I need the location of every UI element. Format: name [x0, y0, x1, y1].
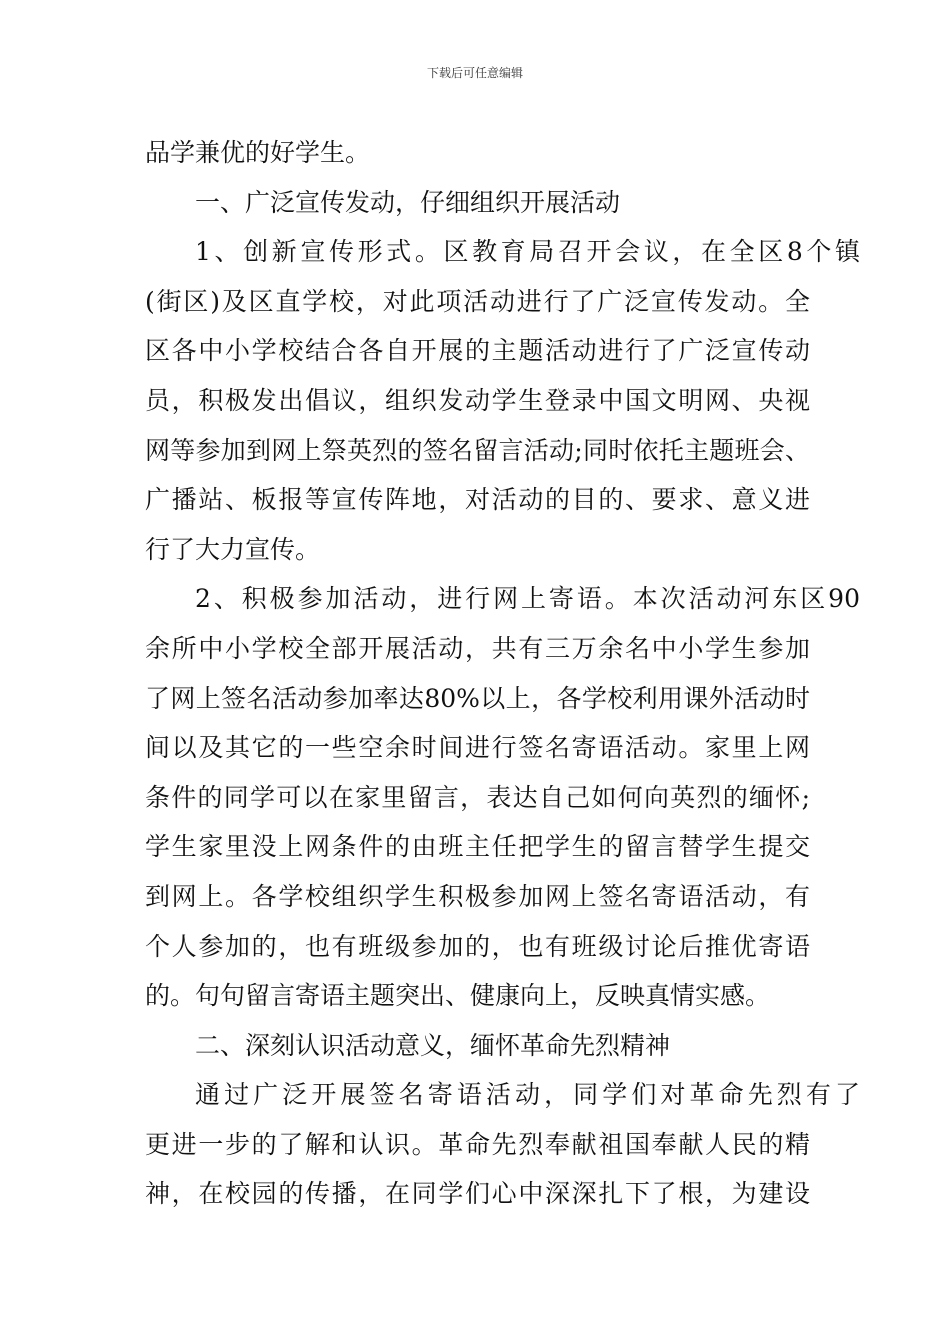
text-line: 区各中小学校结合各自开展的主题活动进行了广泛宣传动	[145, 336, 810, 366]
text-line: 2、积极参加活动，进行网上寄语。本次活动河东区90	[195, 584, 860, 614]
text-line: 到网上。各学校组织学生积极参加网上签名寄语活动，有	[145, 881, 810, 911]
text-line: 个人参加的，也有班级参加的，也有班级讨论后推优寄语	[145, 931, 810, 961]
page-header: 下载后可任意编辑	[426, 66, 523, 80]
text-line: 学生家里没上网条件的由班主任把学生的留言替学生提交	[145, 832, 810, 862]
text-line: 1、创新宣传形式。区教育局召开会议，在全区8个镇	[195, 237, 860, 267]
text-line: 网等参加到网上祭英烈的签名留言活动;同时依托主题班会、	[145, 435, 810, 465]
text-line: (街区)及区直学校，对此项活动进行了广泛宣传发动。全	[145, 286, 810, 316]
text-line: 品学兼优的好学生。	[145, 138, 371, 167]
text-line: 广播站、板报等宣传阵地，对活动的目的、要求、意义进	[145, 485, 810, 515]
text-line: 了网上签名活动参加率达80%以上，各学校利用课外活动时	[145, 683, 810, 713]
text-line: 更进一步的了解和认识。革命先烈奉献祖国奉献人民的精	[145, 1129, 810, 1159]
document-body	[145, 128, 860, 1219]
text-line: 行了大力宣传。	[145, 534, 321, 564]
text-line: 的。句句留言寄语主题突出、健康向上，反映真情实感。	[145, 981, 771, 1011]
text-line: 员，积极发出倡议，组织发动学生登录中国文明网、央视	[145, 385, 810, 415]
text-line: 余所中小学校全部开展活动，共有三万余名中小学生参加	[145, 633, 810, 663]
text-line: 神，在校园的传播，在同学们心中深深扎下了根，为建设	[145, 1179, 810, 1209]
section-heading-1: 一、广泛宣传发动，仔细组织开展活动	[195, 187, 621, 217]
text-line: 条件的同学可以在家里留言，表达自己如何向英烈的缅怀;	[145, 782, 810, 812]
text-line: 间以及其它的一些空余时间进行签名寄语活动。家里上网	[145, 733, 810, 763]
text-line: 通过广泛开展签名寄语活动，同学们对革命先烈有了	[195, 1080, 860, 1110]
section-heading-2: 二、深刻认识活动意义，缅怀革命先烈精神	[195, 1030, 671, 1060]
